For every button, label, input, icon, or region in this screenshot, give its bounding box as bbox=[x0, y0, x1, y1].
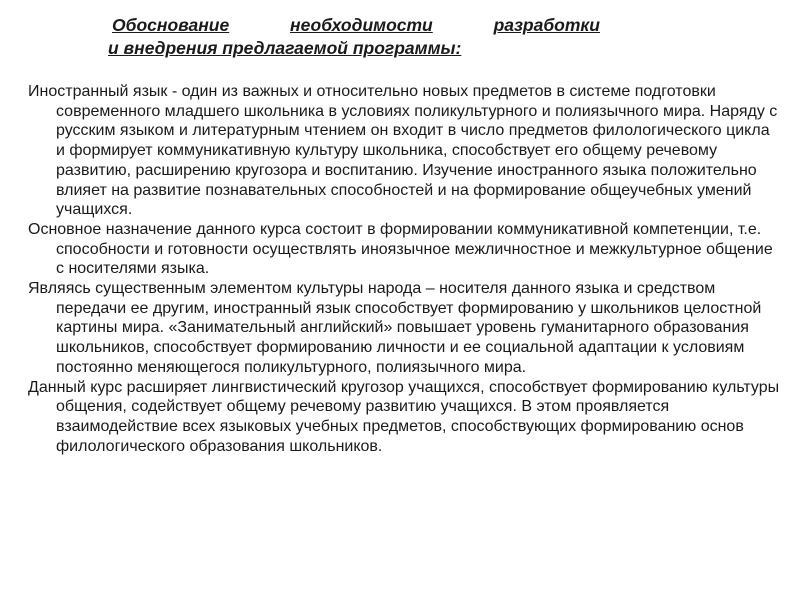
title-word: разработки bbox=[493, 15, 600, 35]
title-word: Обоснование bbox=[112, 15, 230, 35]
paragraph: Данный курс расширяет лингвистический кругозор учащихся, способствует формированию культуры общения, содействует общему речевому развитию учащихся. В этом проявляется взаимодействие всех языковых учебных предметов, способствующих формированию основ филологического образования школьников. bbox=[28, 378, 780, 455]
slide-body bbox=[28, 82, 780, 456]
title-word: необходимости bbox=[290, 15, 433, 35]
slide-title bbox=[108, 14, 608, 60]
paragraph: Основное назначение данного курса состоит в формировании коммуникативной компетенции, т.е. способности и готовности осуществлять иноязычное межличностное и межкультурное общение с носителями языка. bbox=[28, 220, 773, 278]
title-line-2: и внедрения предлагаемой программы: bbox=[108, 38, 462, 58]
paragraph: Являясь существенным элементом культуры народа – носителя данного языка и средством передачи ее другим, иностранный язык способствует формированию у школьников целостной картины мира. «Занимательный английский» повышает уровень гуманитарного образования школьников, способствует формированию личности и ее социальной адаптации к условиям постоянно меняющегося поликультурного, полиязычного мира. bbox=[28, 280, 762, 376]
paragraph: Иностранный язык - один из важных и относительно новых предметов в системе подготовки современного младшего школьника в условиях поликультурного и полиязычного мира. Наряду с русским языком и литературным чтением он входит в число предметов филологического цикла и формирует коммуникативную культуру школьника, способствует его общему речевому развитию, расширению кругозора и воспитанию. Изучение иностранного языка положительно влияет на развитие познавательных способностей и на формирование общеучебных умений учащихся. bbox=[28, 83, 778, 219]
title-line-1 bbox=[108, 14, 608, 37]
